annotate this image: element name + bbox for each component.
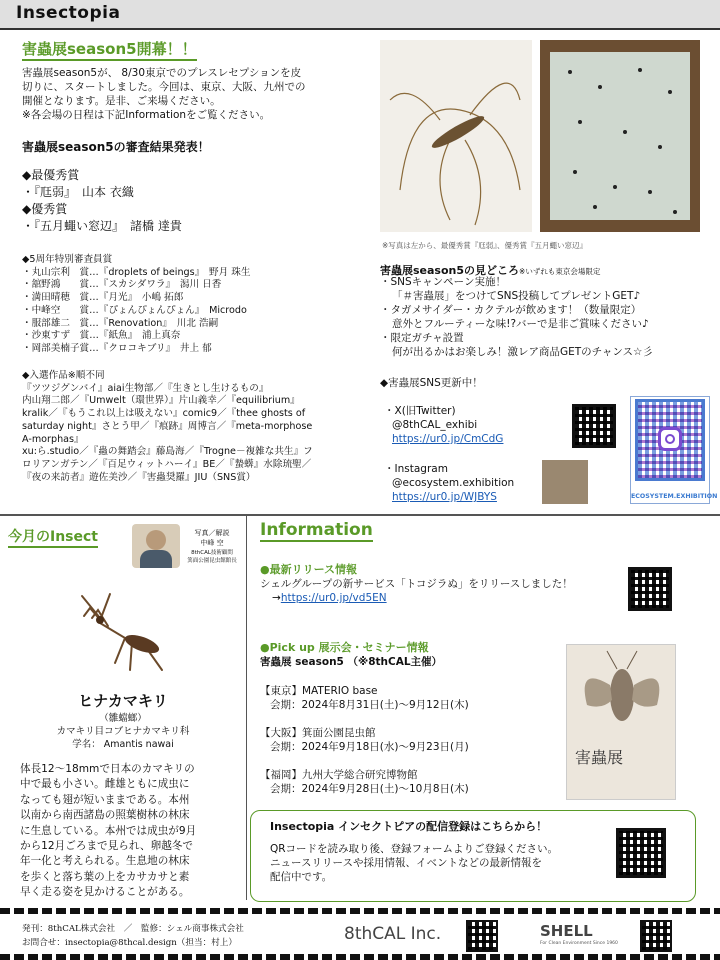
release-text: シェルグループの新サービス「トコジラぬ」をリリースしました！ →https://ur0.jp/vd5EN [260,578,573,604]
release-qr-code[interactable] [628,567,672,611]
instagram-block: ・Instagram @ecosystem.exhibition https://ur0.jp/WJBYS [384,463,515,503]
insect-name: ヒナカマキリ [78,692,168,710]
column-divider [246,516,247,900]
special-award-list: ◆5周年特別審査員賞 ・丸山宗利 賞…『droplets of beings』 野月 珠生 ・舘野鴻 賞…『スカシダワラ』 潟川 日香 ・満田晴穂 賞…『月光』 小嶋 拓郎 ・中峰空 賞…『ぴょんぴょんぴょん』 Microdo ・服部雄二 賞…『Renovation』 川北 浩嗣 ・沙東すず 賞…『紙魚』 浦上真奈 ・岡部美楠子賞…『クロコキブリ』 井上 郁 [22,254,251,354]
insect-credit: 写真／解説 中峰 空 8thCAL技術顧問 箕面公園昆虫館館長 [187,529,237,564]
photo-excellence [540,40,700,232]
highlights-list: ・SNSキャンペーン実施！ 「＃害蟲展」をつけてSNS投稿してプレゼントGET♪ ・タガメサイダー・カクテルが飲めます！（数量限定） 意外とフルーティーな味!?バーで是非ご賞味ください♪ ・限定ガチャ設置 何が出るかはお楽しみ！激レア商品GETのチャンス☆彡 [380,276,653,358]
exhibition-poster [566,644,676,800]
venue-list [260,684,560,796]
ant-border-bottom [0,954,720,960]
insect-title: 今月のInsect [8,526,98,548]
exhibition-thumbnail [542,460,588,504]
company-logo-shell: SHELL [540,922,593,940]
insect-description: 体長12〜18mmで日本のカマキリの 中で最も小さい。雌雄ともに成虫に なっても翅が短いままである。本州 以南から南西諸島の照葉樹林の林床 に生息している。本州では成虫が9月 から12月ごろまで見られ、卵越冬で 年一化と考えられる。生息地の林床 を歩くと落ち葉の上をカサカサと素 早く走る姿を見かけることがある。 [20,763,197,899]
photo-caption: ※写真は左から、最優秀賞『尫弱』、優秀賞『五月蠅い窓辺』 [382,241,588,250]
section-title: 害蟲展season5開幕！！ [22,38,197,61]
prize-list: ◆最優秀賞 ・『尫弱』 山本 衣織 ◆優秀賞 ・『五月蠅い窓辺』 諸橋 達貴 [22,168,182,233]
x-link[interactable]: https://ur0.jp/CmCdG [392,433,504,445]
shell-tagline: For Clean Environment Since 1960 [540,941,618,946]
poster-title: 害蟲展 [575,748,624,767]
highlights-title: 害蟲展season5の見どころ※いずれも東京会場限定 [380,264,601,277]
footer-contact: お問合せ：insectopia@8thcal.design（担当：村上） [22,938,237,948]
avatar [132,524,180,568]
window-artwork-image [550,52,690,220]
instagram-card[interactable] [630,396,718,504]
sns-heading: ◆害蟲展SNS更新中！ [380,377,483,389]
results-heading: 害蟲展season5の審査結果発表！ [22,140,210,154]
pickup-sub: 害蟲展 season5 （※8thCAL主催） [260,656,443,668]
x-block: ・X(旧Twitter) @8thCAL_exhibi https://ur0.jp/CmCdG [384,405,504,445]
instagram-card-label: ECOSYSTEM.EXHIBITION [631,493,718,500]
instagram-icon [658,427,682,451]
mosquito-sculpture-image [380,40,532,232]
header-bar [0,0,720,30]
subscribe-text: QRコードを読み取り後、登録フォームよりご登録ください。 ニュースリリースや採用情報、イベントなどの最新情報を 配信中です。 [270,843,559,883]
release-heading: ●最新リリース情報 [260,563,358,576]
subscribe-title: Insectopia インセクトピアの配信登録はこちらから！ [270,820,548,833]
ant-border-top [0,908,720,914]
intro-text: 害蟲展season5が、 8/30東京でのプレスレセプションを皮 切りに、スタートしました。今回は、東京、大阪、九州での 開催となります。是非、ご来場ください。 ※各会場の日程は下記Informationをご覧ください。 [22,67,306,121]
pickup-heading: ●Pick up 展示会・セミナー情報 [260,641,429,654]
entries-list: ◆入選作品※順不同 『ツツジグンバイ』aiai生物部／『生きとし生けるもの』 内山翔二郎／『Umwelt（環世界）』片山義幸／『equilibrium』 kralik／『もうこれ以上は吸えない』comic9／『thee ghosts of saturday night』さとう甲／『痕跡』周博言／『meta-morphose A-morphas』 xu:ら.studio／『蟲の舞踏会』藤島海／『Trogne－複雑な共生』フ ロリアンガテン／『百足ウィットハーイ』BE／『蟄蠎』水除琉聖／ 『夜の来訪者』遊佐美沙／『害蟲奨羅』JIU（SNS賞） [22,370,313,483]
instagram-link[interactable]: https://ur0.jp/WJBYS [392,491,497,503]
venue-item: 【大阪】箕面公園昆虫館 会期：2024年9月18日(水)〜9月23日(月) [260,727,469,753]
footer-publisher: 発刊：8thCAL株式会社 ／ 監修：シェル商事株式会社 [22,924,244,934]
footer [0,904,720,960]
release-link[interactable]: https://ur0.jp/vd5EN [280,592,387,604]
photo-grand-prize [380,40,532,232]
mantis-image [70,588,180,678]
footer-qr-shell[interactable] [640,920,672,952]
brand-logo: Insectopia [16,3,121,23]
insect-meta: （雛蟷螂） カマキリ目コブヒナカマキリ科 学名： Amantis nawai [56,713,190,750]
section-divider [0,514,720,516]
footer-qr-8thcal[interactable] [466,920,498,952]
venue-item: 【東京】MATERIO base 会期：2024年8月31日(土)〜9月12日(木) [260,685,469,711]
company-logo-8thcal: 8thCAL Inc. [344,924,442,944]
subscribe-qr-code[interactable] [616,828,666,878]
x-qr-code[interactable] [572,404,616,448]
flies-image [550,52,690,220]
info-title: Information [260,520,373,540]
venue-item: 【福岡】九州大学総合研究博物館 会期：2024年9月28日(土)〜10月8日(木) [260,769,469,795]
moth-image [567,645,677,801]
